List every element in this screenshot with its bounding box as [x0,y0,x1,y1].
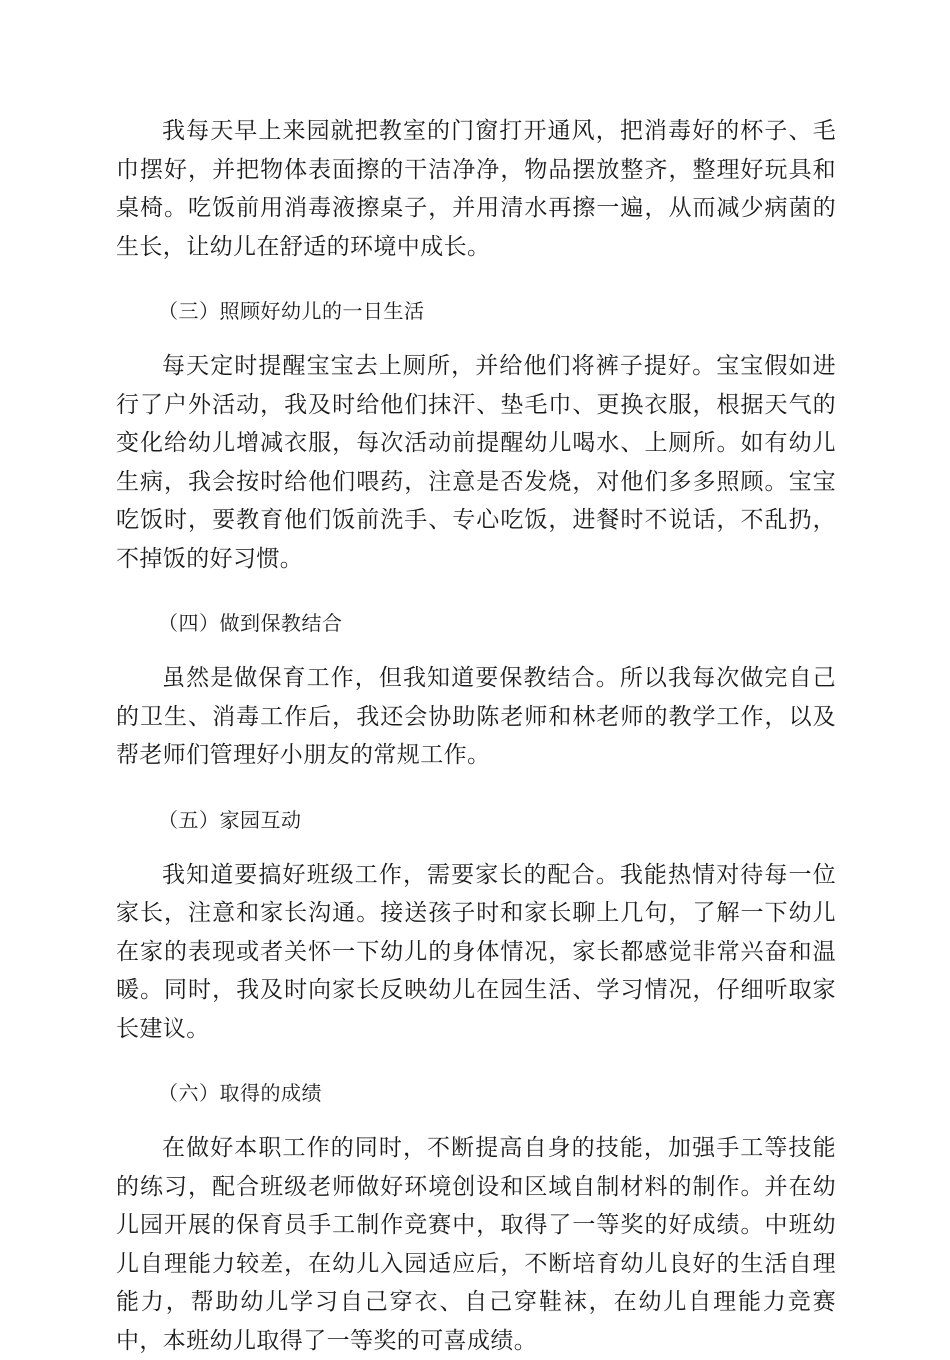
section-heading-5: （五）家园互动 [158,807,302,832]
paragraph-achievements: 在做好本职工作的同时，不断提高自身的技能，加强手工等技能的练习，配合班级老师做好环境创设和区域自制材料的制作。并在幼儿园开展的保育员手工制作竞赛中，取得了一等奖的好成绩。中班幼儿自理能力较差，在幼儿入园适应后，不断培育幼儿良好的生活自理能力，帮助幼儿学习自己穿衣、自己穿鞋袜，在幼儿自理能力竞赛中，本班幼儿取得了一等奖的可喜成绩。 [116,1135,836,1354]
paragraph-hygiene: 我每天早上来园就把教室的门窗打开通风，把消毒好的杯子、毛巾摆好，并把物体表面擦的干洁净净，物品摆放整齐，整理好玩具和桌椅。吃饭前用消毒液擦桌子，并用清水再擦一遍，从而减少病菌的生长，让幼儿在舒适的环境中成长。 [116,118,836,260]
paragraph-home-school: 我知道要搞好班级工作，需要家长的配合。我能热情对待每一位家长，注意和家长沟通。接送孩子时和家长聊上几句，了解一下幼儿在家的表现或者关怀一下幼儿的身体情况，家长都感觉非常兴奋和温暖。同时，我及时向家长反映幼儿在园生活、学习情况，仔细听取家长建议。 [116,861,836,1042]
section-heading-4: （四）做到保教结合 [158,611,343,635]
paragraph-daily-care: 每天定时提醒宝宝去上厕所，并给他们将裤子提好。宝宝假如进行了户外活动，我及时给他们抹汗、垫毛巾、更换衣服，根据天气的变化给幼儿增减衣服，每次活动前提醒幼儿喝水、上厕所。如有幼儿生病，我会按时给他们喂药，注意是否发烧，对他们多多照顾。宝宝吃饭时，要教育他们饭前洗手、专心吃饭，进餐时不说话，不乱扔，不掉饭的好习惯。 [116,353,836,572]
section-heading-6: （六）取得的成绩 [158,1081,322,1105]
section-heading-3: （三）照顾好幼儿的一日生活 [158,299,425,323]
document-page [116,112,836,1360]
paragraph-care-education: 虽然是做保育工作，但我知道要保教结合。所以我每次做完自己的卫生、消毒工作后，我还会协助陈老师和林老师的教学工作，以及帮老师们管理好小朋友的常规工作。 [116,665,836,768]
